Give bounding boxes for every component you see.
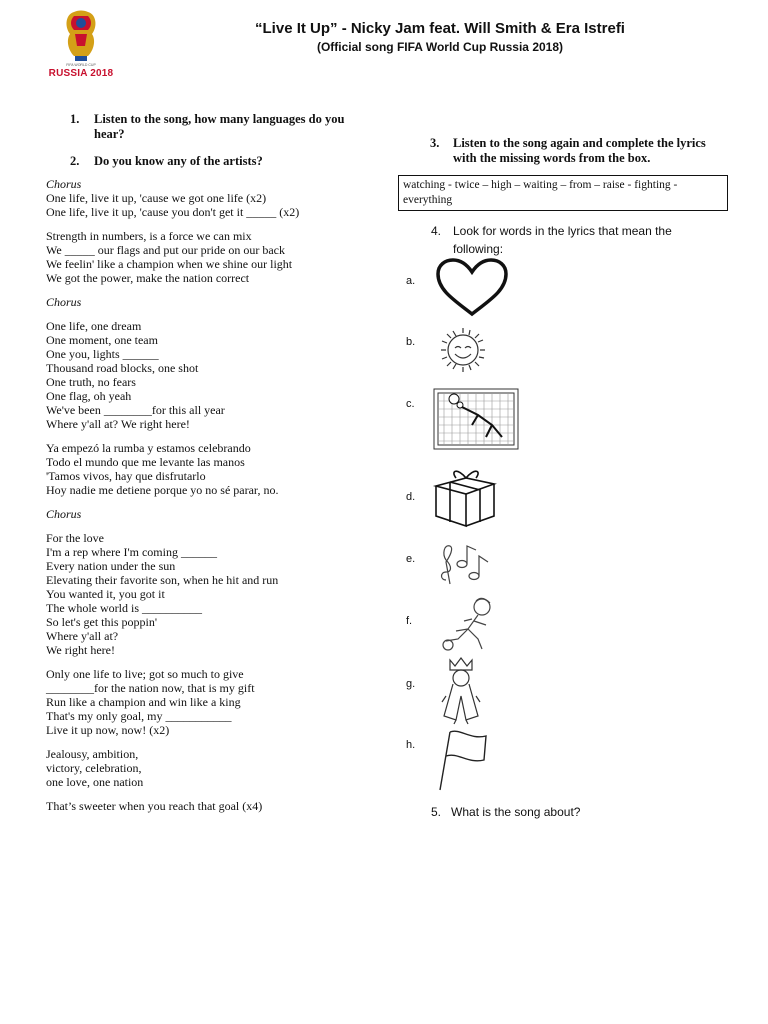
lyric-line: We feelin' like a champion when we shine our light [46, 257, 293, 271]
lyric-line: Live it up now, now! (x2) [46, 723, 170, 737]
lyric-line: I'm a rep where I'm coming ______ [46, 545, 217, 559]
lyric-line: Ya empezó la rumba y estamos celebrando [46, 441, 251, 455]
logo-wordmark: RUSSIA 2018 [48, 68, 114, 79]
lyric-line: victory, celebration, [46, 761, 142, 775]
stanza-gap [46, 431, 386, 441]
running-boy-icon [438, 595, 504, 653]
picture-letter-b: b. [406, 336, 416, 348]
lyric-line: One you, lights ______ [46, 347, 159, 361]
picture-letter-g: g. [406, 678, 416, 690]
lyric-line: We _____ our flags and put our pride on our back [46, 243, 285, 257]
question-text: Do you know any of the artists? [94, 154, 263, 168]
lyric-line: The whole world is __________ [46, 601, 202, 615]
flag-icon [436, 726, 492, 792]
question-number: 3. [430, 136, 440, 150]
lyric-line: Where y'all at? We right here! [46, 417, 190, 431]
lyric-line: Every nation under the sun [46, 559, 176, 573]
gift-icon [432, 466, 498, 530]
lyric-line: One flag, oh yeah [46, 389, 132, 403]
lyric-line: We've been ________for this all year [46, 403, 225, 417]
question-number: 5. [431, 805, 442, 819]
goalkeeper-icon [432, 385, 522, 453]
lyric-line: Jealousy, ambition, [46, 747, 139, 761]
lyric-line: One life, live it up, 'cause we got one life (x2) [46, 191, 267, 205]
king-icon [436, 656, 486, 726]
stanza-gap [46, 521, 386, 531]
lyric-line: That’s sweeter when you reach that goal (x4) [46, 799, 263, 813]
lyric-line: Todo el mundo que me levante las manos [46, 455, 245, 469]
world-cup-logo [44, 6, 118, 82]
question-text: Listen to the song again and complete the lyrics with the missing words from the box. [453, 136, 706, 165]
worksheet-subtitle: (Official song FIFA World Cup Russia 2018) [316, 40, 564, 54]
stanza-gap [46, 657, 386, 667]
question-number: 1. [70, 112, 80, 126]
chorus-label: Chorus [46, 507, 82, 521]
question-3 [430, 136, 730, 166]
lyric-line: Thousand road blocks, one shot [46, 361, 199, 375]
lyric-line: For the love [46, 531, 104, 545]
picture-letter-e: e. [406, 553, 416, 565]
lyric-line: One life, one dream [46, 319, 142, 333]
question-text: Listen to the song, how many languages do you hear? [94, 112, 345, 141]
question-4 [431, 222, 731, 258]
question-1 [70, 112, 370, 142]
picture-letter-c: c. [406, 398, 415, 410]
lyric-line: ________for the nation now, that is my gift [46, 681, 255, 695]
stanza-gap [46, 789, 386, 799]
question-number: 4. [431, 224, 442, 238]
music-notes-icon [436, 540, 496, 586]
lyric-line: one love, one nation [46, 775, 144, 789]
lyric-line: 'Tamos vivos, hay que disfrutarlo [46, 469, 206, 483]
song-lyrics [46, 177, 386, 813]
picture-letter-f: f. [406, 615, 413, 627]
question-text: Look for words in the lyrics that mean the following: [453, 224, 672, 256]
question-5 [431, 805, 580, 819]
lyric-line: One moment, one team [46, 333, 158, 347]
stanza-gap [46, 285, 386, 295]
chorus-label: Chorus [46, 295, 82, 309]
lyric-line: Only one life to live; got so much to give [46, 667, 244, 681]
question-text: What is the song about? [451, 805, 581, 819]
logo-caption: FIFA WORLD CUP [66, 63, 96, 67]
chorus-label: Chorus [46, 177, 82, 191]
picture-letter-a: a. [406, 275, 416, 287]
lyric-line: One truth, no fears [46, 375, 136, 389]
sun-icon [433, 322, 497, 378]
lyric-line: We right here! [46, 643, 115, 657]
stanza-gap [46, 219, 386, 229]
lyric-line: You wanted it, you got it [46, 587, 165, 601]
trophy-icon [44, 6, 118, 64]
heart-icon [434, 256, 510, 318]
word-box: watching - twice – high – waiting – from – raise - fighting - everything [398, 175, 728, 211]
stanza-gap [46, 309, 386, 319]
question-2 [70, 154, 370, 170]
lyric-line: That's my only goal, my ___________ [46, 709, 232, 723]
lyric-line: Where y'all at? [46, 629, 119, 643]
lyric-line: Hoy nadie me detiene porque yo no sé parar, no. [46, 483, 279, 497]
stanza-gap [46, 737, 386, 747]
stanza-gap [46, 497, 386, 507]
lyric-line: Run like a champion and win like a king [46, 695, 241, 709]
lyric-line: Elevating their favorite son, when he hit and run [46, 573, 279, 587]
lyric-line: Strength in numbers, is a force we can mix [46, 229, 252, 243]
picture-letter-d: d. [406, 491, 416, 503]
lyric-line: We got the power, make the nation correct [46, 271, 250, 285]
picture-letter-h: h. [406, 739, 416, 751]
question-number: 2. [70, 154, 80, 168]
lyric-line: One life, live it up, 'cause you don't get it _____ (x2) [46, 205, 300, 219]
worksheet-title: “Live It Up” - Nicky Jam feat. Will Smith & Era Istrefi [255, 20, 625, 37]
lyric-line: So let's get this poppin' [46, 615, 157, 629]
